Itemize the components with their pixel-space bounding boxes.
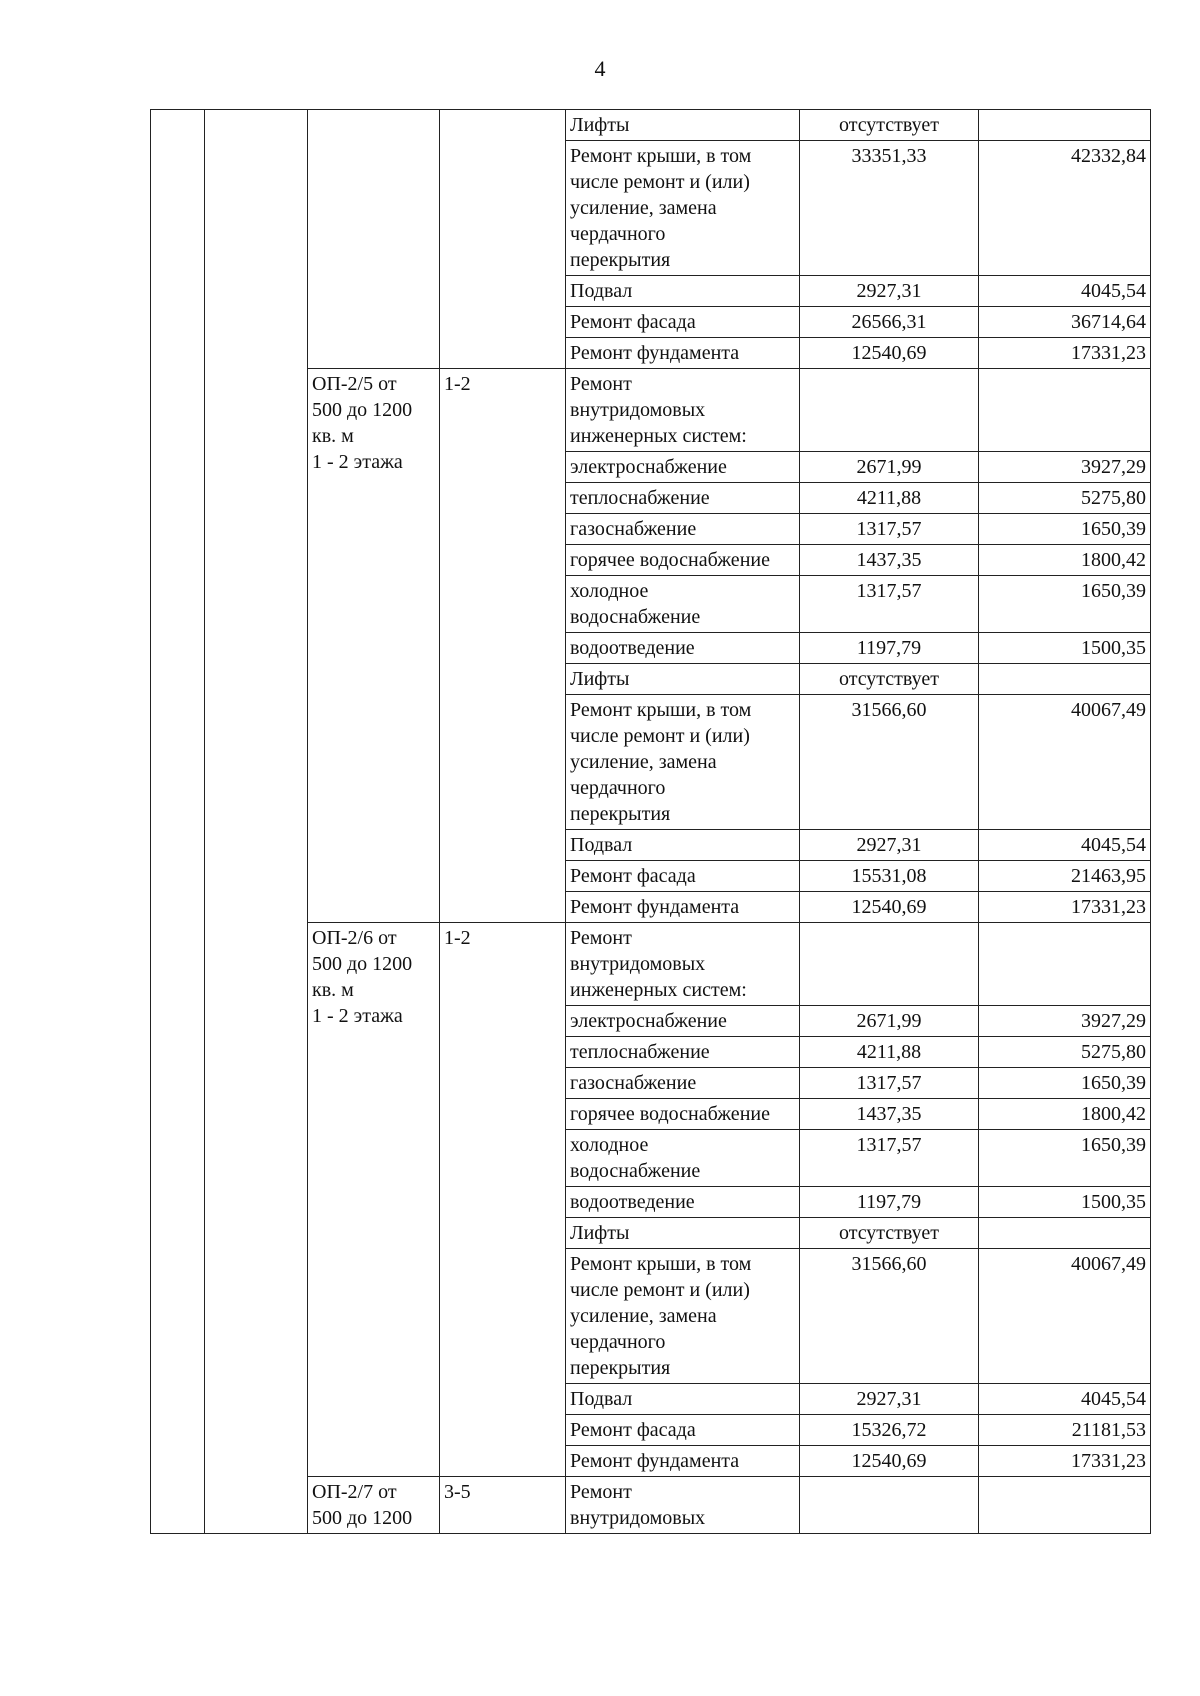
value-cell-1: отсутствует xyxy=(800,664,979,695)
value-cell-2: 1500,35 xyxy=(979,633,1151,664)
item-name-cell: холодное водоснабжение xyxy=(566,576,800,633)
value-cell-1 xyxy=(800,923,979,1006)
item-name-cell: Ремонт фундамента xyxy=(566,892,800,923)
item-name-cell: Подвал xyxy=(566,1384,800,1415)
value-cell-2 xyxy=(979,1477,1151,1534)
value-cell-1 xyxy=(800,369,979,452)
item-name-cell: Ремонт фундамента xyxy=(566,338,800,369)
municipality-column-cell xyxy=(205,110,308,1534)
floors-cell: 1-2 xyxy=(440,923,566,1477)
value-cell-2: 42332,84 xyxy=(979,141,1151,276)
value-cell-2: 1650,39 xyxy=(979,514,1151,545)
value-cell-1: 2671,99 xyxy=(800,452,979,483)
value-cell-1: 1437,35 xyxy=(800,545,979,576)
value-cell-2: 17331,23 xyxy=(979,338,1151,369)
item-name-cell: холодное водоснабжение xyxy=(566,1130,800,1187)
value-cell-1: 1197,79 xyxy=(800,1187,979,1218)
item-name-cell: Ремонт фундамента xyxy=(566,1446,800,1477)
item-name-cell: электроснабжение xyxy=(566,452,800,483)
item-name-cell: Ремонт внутридомовых инженерных систем: xyxy=(566,923,800,1006)
item-name-cell: Подвал xyxy=(566,830,800,861)
item-name-cell: электроснабжение xyxy=(566,1006,800,1037)
value-cell-1: 1317,57 xyxy=(800,1130,979,1187)
value-cell-1: 4211,88 xyxy=(800,483,979,514)
value-cell-1: 2927,31 xyxy=(800,1384,979,1415)
value-cell-1: 1197,79 xyxy=(800,633,979,664)
value-cell-2: 1800,42 xyxy=(979,1099,1151,1130)
value-cell-2: 1500,35 xyxy=(979,1187,1151,1218)
page-number: 4 xyxy=(594,56,606,81)
item-name-cell: Подвал xyxy=(566,276,800,307)
value-cell-1: отсутствует xyxy=(800,110,979,141)
item-name-cell: горячее водоснабжение xyxy=(566,1099,800,1130)
value-cell-1: 26566,31 xyxy=(800,307,979,338)
item-name-cell: теплоснабжение xyxy=(566,483,800,514)
value-cell-2 xyxy=(979,1218,1151,1249)
value-cell-2: 4045,54 xyxy=(979,1384,1151,1415)
item-name-cell: газоснабжение xyxy=(566,514,800,545)
value-cell-1: 1317,57 xyxy=(800,576,979,633)
value-cell-2: 3927,29 xyxy=(979,1006,1151,1037)
value-cell-2: 17331,23 xyxy=(979,1446,1151,1477)
item-name-cell: Ремонт фасада xyxy=(566,1415,800,1446)
floors-cell xyxy=(440,110,566,369)
index-column-cell xyxy=(151,110,205,1534)
value-cell-1: 2927,31 xyxy=(800,830,979,861)
value-cell-2 xyxy=(979,664,1151,695)
item-name-cell: Ремонт внутридомовых xyxy=(566,1477,800,1534)
value-cell-1: 33351,33 xyxy=(800,141,979,276)
value-cell-1: 12540,69 xyxy=(800,338,979,369)
value-cell-1 xyxy=(800,1477,979,1534)
value-cell-2 xyxy=(979,369,1151,452)
value-cell-1: 4211,88 xyxy=(800,1037,979,1068)
value-cell-1: 31566,60 xyxy=(800,695,979,830)
item-name-cell: Лифты xyxy=(566,110,800,141)
value-cell-2: 1650,39 xyxy=(979,576,1151,633)
value-cell-1: 15326,72 xyxy=(800,1415,979,1446)
item-name-cell: Ремонт крыши, в том числе ремонт и (или) усиление, замена чердачного перекрытия xyxy=(566,1249,800,1384)
item-name-cell: Лифты xyxy=(566,664,800,695)
item-name-cell: Лифты xyxy=(566,1218,800,1249)
item-name-cell: Ремонт крыши, в том числе ремонт и (или) усиление, замена чердачного перекрытия xyxy=(566,141,800,276)
value-cell-1: 15531,08 xyxy=(800,861,979,892)
value-cell-1: 12540,69 xyxy=(800,892,979,923)
value-cell-2: 1800,42 xyxy=(979,545,1151,576)
group-cell xyxy=(308,110,440,369)
value-cell-2: 40067,49 xyxy=(979,1249,1151,1384)
value-cell-2 xyxy=(979,923,1151,1006)
value-cell-1: 31566,60 xyxy=(800,1249,979,1384)
value-cell-1: 12540,69 xyxy=(800,1446,979,1477)
item-name-cell: водоотведение xyxy=(566,633,800,664)
item-name-cell: горячее водоснабжение xyxy=(566,545,800,576)
value-cell-2: 3927,29 xyxy=(979,452,1151,483)
value-cell-2 xyxy=(979,110,1151,141)
floors-cell: 3-5 xyxy=(440,1477,566,1534)
item-name-cell: Ремонт внутридомовых инженерных систем: xyxy=(566,369,800,452)
cost-table xyxy=(150,109,1151,1534)
item-name-cell: теплоснабжение xyxy=(566,1037,800,1068)
value-cell-2: 5275,80 xyxy=(979,483,1151,514)
value-cell-2: 21463,95 xyxy=(979,861,1151,892)
item-name-cell: Ремонт фасада xyxy=(566,861,800,892)
item-name-cell: водоотведение xyxy=(566,1187,800,1218)
value-cell-1: 1317,57 xyxy=(800,514,979,545)
group-cell: ОП-2/6 от 500 до 1200 кв. м 1 - 2 этажа xyxy=(308,923,440,1477)
value-cell-2: 1650,39 xyxy=(979,1068,1151,1099)
value-cell-2: 5275,80 xyxy=(979,1037,1151,1068)
group-cell: ОП-2/5 от 500 до 1200 кв. м 1 - 2 этажа xyxy=(308,369,440,923)
value-cell-2: 4045,54 xyxy=(979,830,1151,861)
value-cell-2: 36714,64 xyxy=(979,307,1151,338)
group-cell: ОП-2/7 от 500 до 1200 xyxy=(308,1477,440,1534)
floors-cell: 1-2 xyxy=(440,369,566,923)
value-cell-2: 17331,23 xyxy=(979,892,1151,923)
value-cell-1: 2671,99 xyxy=(800,1006,979,1037)
value-cell-2: 21181,53 xyxy=(979,1415,1151,1446)
table-row xyxy=(151,110,1151,141)
value-cell-1: отсутствует xyxy=(800,1218,979,1249)
value-cell-1: 1437,35 xyxy=(800,1099,979,1130)
item-name-cell: Ремонт фасада xyxy=(566,307,800,338)
item-name-cell: газоснабжение xyxy=(566,1068,800,1099)
value-cell-2: 40067,49 xyxy=(979,695,1151,830)
value-cell-1: 1317,57 xyxy=(800,1068,979,1099)
value-cell-2: 4045,54 xyxy=(979,276,1151,307)
value-cell-2: 1650,39 xyxy=(979,1130,1151,1187)
value-cell-1: 2927,31 xyxy=(800,276,979,307)
cost-table-body xyxy=(151,110,1151,1534)
item-name-cell: Ремонт крыши, в том числе ремонт и (или) усиление, замена чердачного перекрытия xyxy=(566,695,800,830)
